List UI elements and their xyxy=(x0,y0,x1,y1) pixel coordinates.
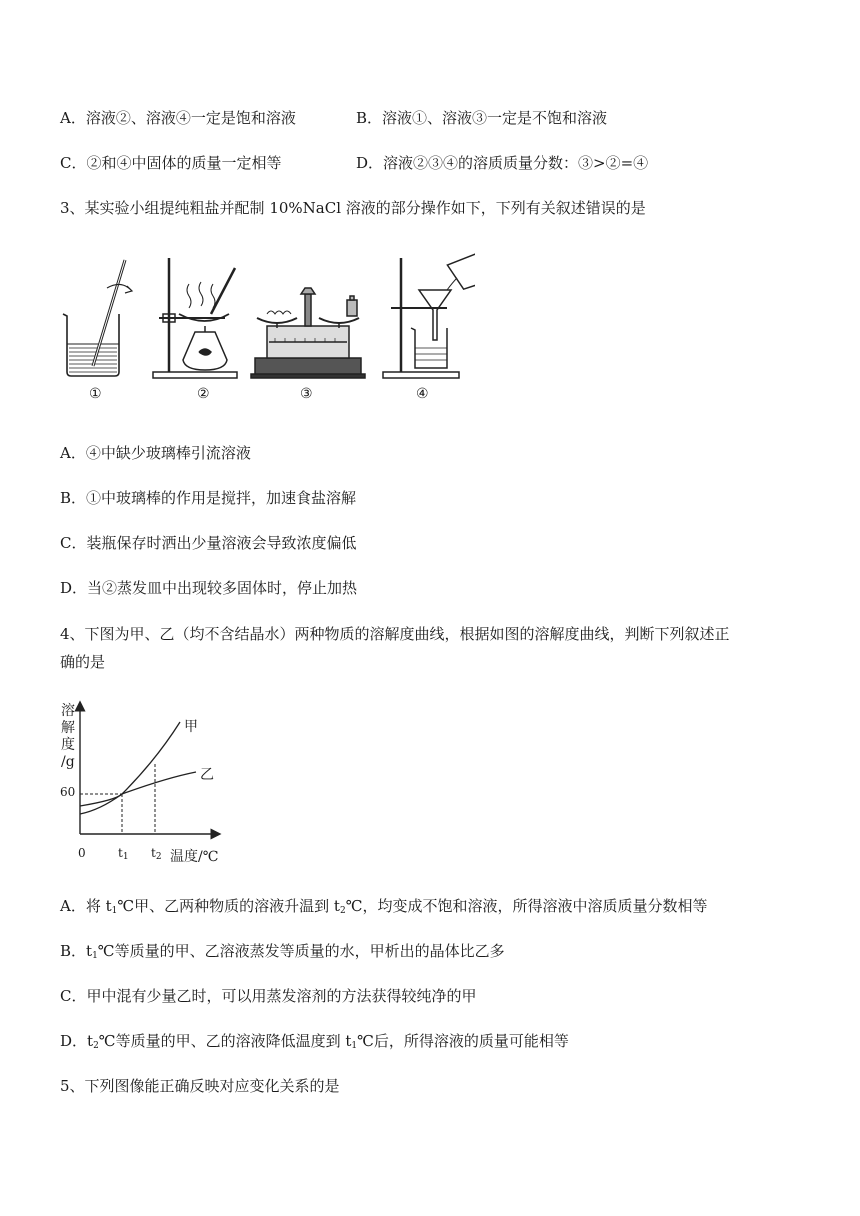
evaporation-setup-icon xyxy=(153,258,237,378)
fig-label-2: ② xyxy=(197,386,210,402)
beaker-stirring-icon xyxy=(63,260,132,376)
x-tick-t1: $t_1$ xyxy=(118,846,129,862)
solubility-curve-chart xyxy=(56,700,236,870)
fig-label-3: ③ xyxy=(300,386,313,402)
q2-option-a: A．溶液②、溶液④一定是饱和溶液 xyxy=(60,109,296,127)
q2-option-b: B．溶液①、溶液③一定是不饱和溶液 xyxy=(356,109,608,127)
q3-option-b: B．①中玻璃棒的作用是搅拌，加速食盐溶解 xyxy=(60,489,357,507)
y-tick-60: 60 xyxy=(60,785,76,799)
x-origin-label: 0 xyxy=(78,846,86,860)
q2-option-c: C．②和④中固体的质量一定相等 xyxy=(60,154,282,172)
x-tick-t2: $t_2$ xyxy=(151,846,162,862)
series-jia-curve xyxy=(80,722,180,806)
q4-option-d: D．$t_2℃$等质量的甲、乙的溶液降低温度到 $t_1℃$后，所得溶液的质量可能相等 xyxy=(60,1032,569,1051)
y-axis-label: 溶 解 度 /g xyxy=(61,703,75,770)
q3-option-d: D．当②蒸发皿中出现较多固体时，停止加热 xyxy=(60,579,358,597)
q4-option-a: A．将 $t_1℃$甲、乙两种物质的溶液升温到 $t_2℃$，均变成不饱和溶液，所得溶液中溶质质量分数相等 xyxy=(60,897,708,916)
lab-apparatus-figure xyxy=(55,248,475,408)
fig-label-4: ④ xyxy=(416,386,429,402)
q4-option-c: C．甲中混有少量乙时，可以用蒸发溶剂的方法获得较纯净的甲 xyxy=(60,987,477,1005)
q3-stem: 3、某实验小组提纯粗盐并配制 10%NaCl 溶液的部分操作如下，下列有关叙述错误的是 xyxy=(60,199,646,217)
q5-stem: 5、下列图像能正确反映对应变化关系的是 xyxy=(60,1077,340,1095)
q4-option-b: B．$t_1℃$等质量的甲、乙溶液蒸发等质量的水，甲析出的晶体比乙多 xyxy=(60,942,505,961)
x-axis-label: 温度/℃ xyxy=(170,849,219,865)
q3-option-c: C．装瓶保存时洒出少量溶液会导致浓度偏低 xyxy=(60,534,357,552)
balance-scale-icon xyxy=(251,288,365,378)
q3-option-a: A．④中缺少玻璃棒引流溶液 xyxy=(60,444,251,462)
series-jia-label: 甲 xyxy=(184,719,198,735)
q4-stem-line1: 4、下图为甲、乙（均不含结晶水）两种物质的溶解度曲线，根据如图的溶解度曲线，判断下列叙述正 xyxy=(60,625,730,643)
q2-option-d: D．溶液②③④的溶质质量分数：③>②=④ xyxy=(356,154,649,172)
series-yi-label: 乙 xyxy=(200,767,214,783)
filtration-setup-icon xyxy=(383,253,475,378)
q4-stem-line2: 确的是 xyxy=(60,653,106,671)
fig-label-1: ① xyxy=(89,386,102,402)
series-yi-curve xyxy=(80,772,196,814)
